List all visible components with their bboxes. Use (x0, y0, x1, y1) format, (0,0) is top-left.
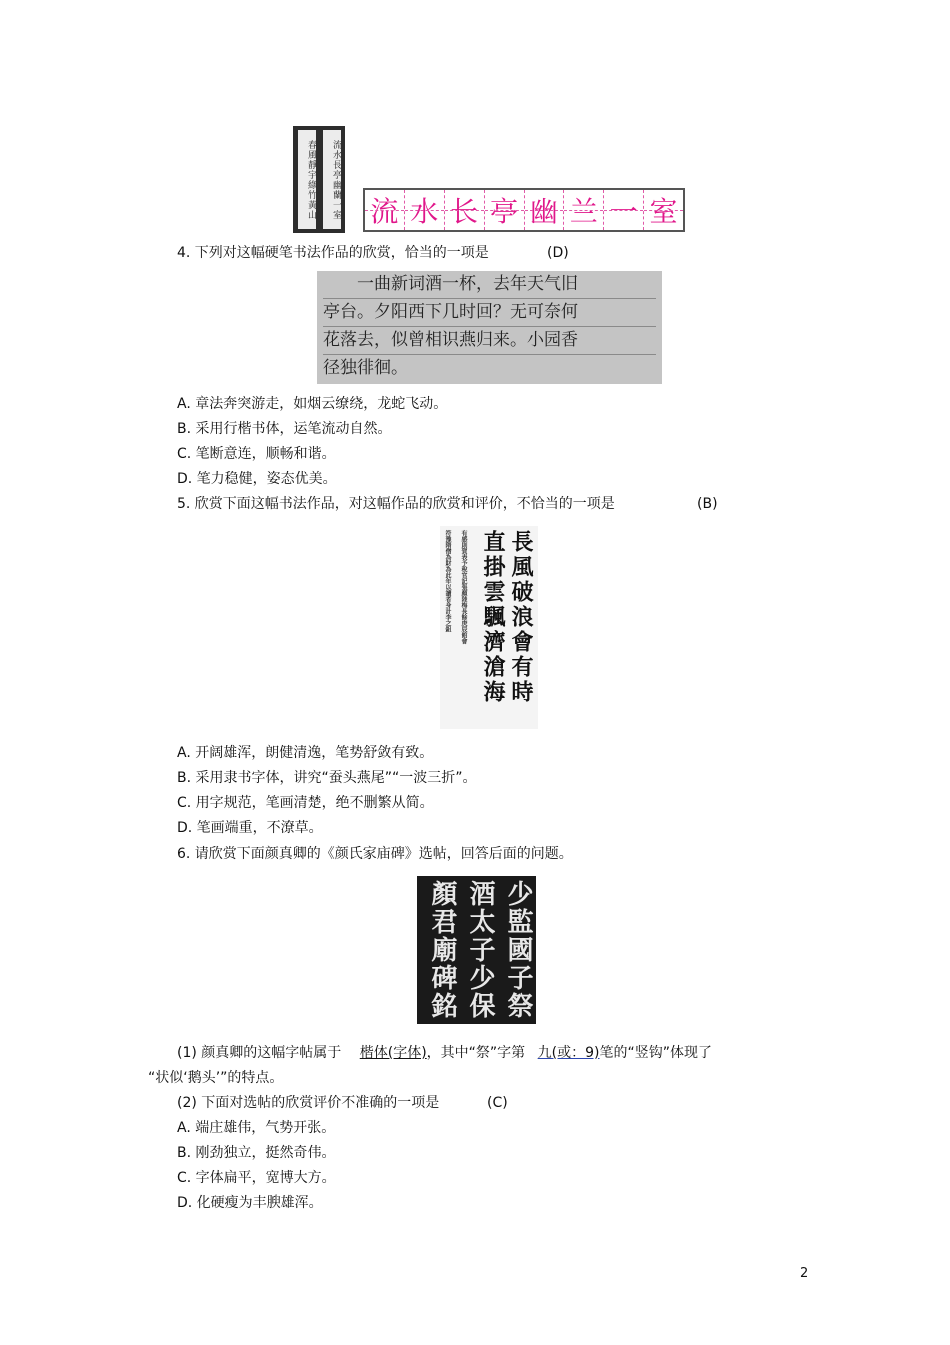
q5-option-c: C. 用字规范，笔画清楚，绝不删繁从简。 (177, 795, 434, 811)
q6-option-d: D. 化硬瘦为丰腴雄浑。 (177, 1195, 323, 1211)
q4-stem: 4. 下列对这幅硬笔书法作品的欣赏，恰当的一项是 (177, 245, 489, 261)
calligraphy-scroll-image (440, 526, 538, 729)
q6-sub1-continued: “状似‘鹅头’”的特点。 (148, 1070, 284, 1086)
handwriting-row: 花落去，似曾相识燕归来。小园香 (323, 327, 656, 355)
q6-sub2-answer: (C) (487, 1095, 508, 1111)
stele-rubbing-image (417, 876, 536, 1024)
grid-cell: 幽 (525, 190, 565, 230)
grid-cell: 长 (445, 190, 485, 230)
grid-cell: 流 (365, 190, 405, 230)
scroll-inscription: 有感則賀表予稅官記張顏陸梅長餘庚辰館會 (460, 530, 467, 644)
scroll-column: 直掛雲颿濟滄海 (480, 530, 506, 705)
q4-option-b: B. 采用行楷书体，运笔流动自然。 (177, 421, 392, 437)
q6-sub1-text: ，其中“祭”字第 (426, 1045, 526, 1061)
handwriting-row: 径独徘徊。 (323, 358, 408, 378)
q5-answer: (B) (697, 496, 718, 512)
stele-column: 酒太子少保 (465, 880, 495, 1020)
q6-option-b: B. 刚劲独立，挺然奇伟。 (177, 1145, 336, 1161)
grid-cell: 兰 (564, 190, 604, 230)
stele-column: 少監國子祭 (503, 880, 533, 1020)
practice-grid (363, 188, 685, 232)
couplet-left-strip: 春風靜宇綠竹黃山 (298, 130, 316, 229)
handwriting-row: 亭台。夕阳西下几时回？无可奈何 (323, 299, 656, 327)
q5-option-b: B. 采用隶书字体，讲究“蚕头燕尾”“一波三折”。 (177, 770, 477, 786)
q6-sub1-text: (1) 颜真卿的这幅字帖属于 (177, 1045, 342, 1061)
page-number: 2 (800, 1266, 809, 1281)
q5-option-a: A. 开阔雄浑，朗健清逸，笔势舒敛有致。 (177, 745, 434, 761)
stele-column: 顏君廟碑銘 (427, 880, 457, 1020)
couplet-right-strip: 流水長亭幽蘭一室 (323, 130, 341, 229)
q4-answer: (D) (547, 245, 569, 261)
grid-cell: 亭 (485, 190, 525, 230)
scroll-inscription: 符豫隋僧為財為此年以讀者身計李之鉏 (444, 530, 451, 632)
q5-stem: 5. 欣赏下面这幅书法作品，对这幅作品的欣赏和评价，不恰当的一项是 (177, 496, 615, 512)
q6-sub1-text: 笔的“竖钩”体现了 (599, 1045, 712, 1061)
grid-cell: 一 (604, 190, 644, 230)
q4-option-a: A. 章法奔突游走，如烟云缭绕，龙蛇飞动。 (177, 396, 448, 412)
handwriting-image (317, 271, 662, 384)
couplet-image (293, 126, 345, 233)
q5-option-d: D. 笔画端重，不潦草。 (177, 820, 323, 836)
q6-sub1-blank-font: 楷体(字体) (359, 1045, 427, 1061)
q6-sub1-blank-stroke: 九(或：9) (537, 1045, 600, 1061)
q4-option-d: D. 笔力稳健，姿态优美。 (177, 471, 337, 487)
handwriting-row: 一曲新词酒一杯，去年天气旧 (323, 271, 656, 299)
grid-cell: 水 (405, 190, 445, 230)
scroll-column: 長風破浪會有時 (508, 530, 534, 705)
q6-sub1 (177, 1044, 712, 1062)
q6-option-a: A. 端庄雄伟，气势开张。 (177, 1120, 336, 1136)
grid-cell: 室 (644, 190, 683, 230)
q4-option-c: C. 笔断意连，顺畅和谐。 (177, 446, 336, 462)
q6-stem: 6. 请欣赏下面颜真卿的《颜氏家庙碑》选帖，回答后面的问题。 (177, 846, 573, 862)
q6-option-c: C. 字体扁平，宽博大方。 (177, 1170, 336, 1186)
q6-sub2-stem: (2) 下面对选帖的欣赏评价不准确的一项是 (177, 1095, 440, 1111)
